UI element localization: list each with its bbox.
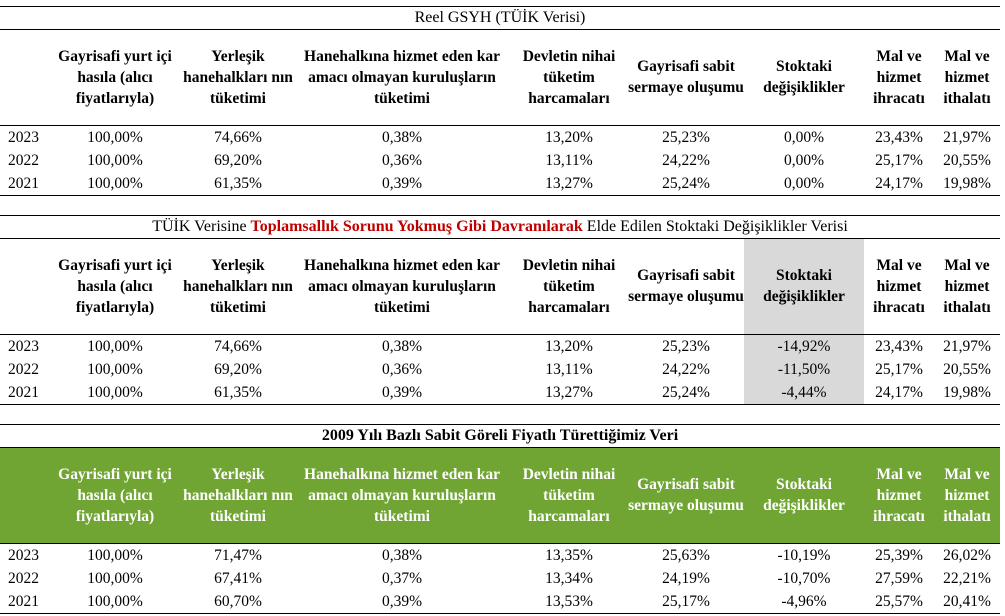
value-cell: -4,96% bbox=[744, 590, 864, 614]
value-cell: 61,35% bbox=[182, 381, 294, 405]
value-cell: 25,17% bbox=[628, 590, 744, 614]
column-header: Devletin nihai tüketim harcamaları bbox=[510, 448, 628, 543]
column-header: Gayrisafi sabit sermaye oluşumu bbox=[628, 448, 744, 543]
value-cell: 61,35% bbox=[182, 172, 294, 196]
value-cell: 19,98% bbox=[934, 381, 1000, 405]
column-header: Devletin nihai tüketim harcamaları bbox=[510, 30, 628, 125]
value-cell: 25,24% bbox=[628, 381, 744, 405]
value-cell: 25,24% bbox=[628, 172, 744, 196]
value-cell: 100,00% bbox=[87, 546, 143, 564]
value-cell: 74,66% bbox=[214, 337, 262, 355]
value-cell: 24,22% bbox=[662, 360, 710, 378]
value-cell-shaded: -14,92% bbox=[744, 334, 864, 358]
title-highlight: Toplamsallık Sorunu Yokmuş Gibi Davranılarak bbox=[250, 218, 583, 235]
column-header: Stoktaki değişiklikler bbox=[744, 30, 864, 125]
year-cell: 2022 bbox=[8, 151, 39, 169]
year-header bbox=[0, 30, 48, 125]
value-cell: 13,11% bbox=[545, 151, 593, 169]
value-cell: 71,47% bbox=[214, 546, 262, 564]
value-cell: 25,57% bbox=[864, 590, 934, 614]
column-header: Yerleşik hanehalkları nın tüketimi bbox=[182, 448, 294, 543]
value-cell: 0,37% bbox=[381, 569, 423, 587]
value-cell: 0,39% bbox=[294, 590, 510, 614]
column-header: Devletin nihai tüketim harcamaları bbox=[510, 239, 628, 334]
value-cell: -10,70% bbox=[777, 569, 831, 587]
year-cell: 2023 bbox=[8, 128, 39, 146]
table-derived-data bbox=[0, 424, 1000, 614]
table-row bbox=[0, 381, 1000, 405]
value-cell: 13,27% bbox=[510, 172, 628, 196]
value-cell: 60,70% bbox=[182, 590, 294, 614]
column-header: Mal ve hizmet ihracatı bbox=[864, 448, 934, 543]
value-cell: 13,34% bbox=[545, 569, 593, 587]
value-cell: 25,39% bbox=[875, 546, 923, 564]
value-cell: 24,17% bbox=[864, 172, 934, 196]
table-row bbox=[0, 358, 1000, 381]
data-table bbox=[0, 30, 1000, 196]
table-row bbox=[0, 543, 1000, 567]
table-title: Reel GSYH (TÜİK Verisi) bbox=[0, 6, 1000, 30]
value-cell: 25,17% bbox=[875, 360, 923, 378]
column-header: Mal ve hizmet ihracatı bbox=[864, 30, 934, 125]
value-cell: 25,63% bbox=[662, 546, 710, 564]
value-cell: 100,00% bbox=[48, 381, 182, 405]
value-cell: 27,59% bbox=[875, 569, 923, 587]
data-table bbox=[0, 239, 1000, 405]
value-cell: 0,36% bbox=[381, 151, 423, 169]
value-cell: 25,17% bbox=[875, 151, 923, 169]
table-title: TÜİK Verisine Toplamsallık Sorunu Yokmuş Gibi Davranılarak Elde Edilen Stoktaki Değişiklikler Verisi bbox=[0, 215, 1000, 239]
column-header: Stoktaki değişiklikler bbox=[744, 448, 864, 543]
value-cell: 20,55% bbox=[943, 360, 991, 378]
value-cell: 13,27% bbox=[510, 381, 628, 405]
column-header: Hanehalkına hizmet eden kar amacı olmayan kuruluşların tüketimi bbox=[294, 448, 510, 543]
value-cell: 22,21% bbox=[943, 569, 991, 587]
year-cell: 2021 bbox=[0, 172, 48, 196]
column-header: Mal ve hizmet ithalatı bbox=[934, 448, 1000, 543]
value-cell: 13,53% bbox=[510, 590, 628, 614]
table-title: 2009 Yılı Bazlı Sabit Göreli Fiyatlı Türettiğimiz Veri bbox=[0, 424, 1000, 448]
year-cell: 2021 bbox=[0, 381, 48, 405]
value-cell: 0,00% bbox=[783, 151, 825, 169]
column-header-shaded: Stoktaki değişiklikler bbox=[744, 239, 864, 334]
column-header: Gayrisafi yurt içi hasıla (alıcı fiyatlarıyla) bbox=[48, 448, 182, 543]
value-cell: 100,00% bbox=[87, 128, 143, 146]
year-cell: 2022 bbox=[8, 360, 39, 378]
year-cell: 2023 bbox=[8, 546, 39, 564]
value-cell: 69,20% bbox=[214, 360, 262, 378]
value-cell: 69,20% bbox=[214, 151, 262, 169]
value-cell: 24,17% bbox=[864, 381, 934, 405]
value-cell: 0,38% bbox=[381, 128, 423, 146]
column-header: Gayrisafi sabit sermaye oluşumu bbox=[628, 30, 744, 125]
value-cell: 100,00% bbox=[48, 590, 182, 614]
value-cell: 0,00% bbox=[744, 172, 864, 196]
value-cell: 24,22% bbox=[662, 151, 710, 169]
table-reel-gsyh bbox=[0, 6, 1000, 196]
value-cell: 67,41% bbox=[214, 569, 262, 587]
header-row bbox=[0, 239, 1000, 334]
value-cell-shaded: -11,50% bbox=[744, 358, 864, 381]
table-row bbox=[0, 590, 1000, 614]
value-cell: 13,11% bbox=[545, 360, 593, 378]
value-cell: 100,00% bbox=[87, 360, 143, 378]
value-cell: 21,97% bbox=[943, 337, 991, 355]
value-cell: 21,97% bbox=[943, 128, 991, 146]
value-cell: 25,23% bbox=[662, 128, 710, 146]
value-cell: 13,20% bbox=[545, 128, 593, 146]
data-table bbox=[0, 448, 1000, 614]
value-cell-shaded: -4,44% bbox=[744, 381, 864, 405]
year-cell: 2022 bbox=[8, 569, 39, 587]
value-cell: 100,00% bbox=[87, 569, 143, 587]
value-cell: 23,43% bbox=[875, 337, 923, 355]
column-header: Gayrisafi sabit sermaye oluşumu bbox=[628, 239, 744, 334]
year-header bbox=[0, 448, 48, 543]
value-cell: 25,23% bbox=[662, 337, 710, 355]
value-cell: 13,35% bbox=[545, 546, 593, 564]
year-cell: 2021 bbox=[0, 590, 48, 614]
column-header: Mal ve hizmet ithalatı bbox=[934, 30, 1000, 125]
value-cell: 0,39% bbox=[294, 381, 510, 405]
column-header: Gayrisafi yurt içi hasıla (alıcı fiyatlarıyla) bbox=[48, 30, 182, 125]
value-cell: 20,41% bbox=[934, 590, 1000, 614]
value-cell: 100,00% bbox=[48, 172, 182, 196]
table-row bbox=[0, 125, 1000, 149]
header-row bbox=[0, 30, 1000, 125]
column-header: Mal ve hizmet ithalatı bbox=[934, 239, 1000, 334]
value-cell: 26,02% bbox=[943, 546, 991, 564]
table-stock-changes bbox=[0, 215, 1000, 405]
column-header: Yerleşik hanehalkları nın tüketimi bbox=[182, 239, 294, 334]
column-header: Hanehalkına hizmet eden kar amacı olmayan kuruluşların tüketimi bbox=[294, 239, 510, 334]
year-cell: 2023 bbox=[8, 337, 39, 355]
table-row bbox=[0, 172, 1000, 196]
table-row bbox=[0, 567, 1000, 590]
year-header bbox=[0, 239, 48, 334]
column-header: Hanehalkına hizmet eden kar amacı olmayan kuruluşların tüketimi bbox=[294, 30, 510, 125]
value-cell: 0,38% bbox=[381, 337, 423, 355]
value-cell: 0,38% bbox=[381, 546, 423, 564]
column-header: Yerleşik hanehalkları nın tüketimi bbox=[182, 30, 294, 125]
value-cell: 19,98% bbox=[934, 172, 1000, 196]
column-header: Gayrisafi yurt içi hasıla (alıcı fiyatlarıyla) bbox=[48, 239, 182, 334]
value-cell: 0,00% bbox=[783, 128, 825, 146]
column-header: Mal ve hizmet ihracatı bbox=[864, 239, 934, 334]
value-cell: 100,00% bbox=[87, 151, 143, 169]
value-cell: 13,20% bbox=[545, 337, 593, 355]
table-row bbox=[0, 334, 1000, 358]
header-row bbox=[0, 448, 1000, 543]
value-cell: 24,19% bbox=[662, 569, 710, 587]
value-cell: 100,00% bbox=[87, 337, 143, 355]
value-cell: 20,55% bbox=[943, 151, 991, 169]
value-cell: 0,39% bbox=[294, 172, 510, 196]
table-row bbox=[0, 149, 1000, 172]
value-cell: -10,19% bbox=[777, 546, 831, 564]
value-cell: 23,43% bbox=[875, 128, 923, 146]
value-cell: 0,36% bbox=[381, 360, 423, 378]
value-cell: 74,66% bbox=[214, 128, 262, 146]
